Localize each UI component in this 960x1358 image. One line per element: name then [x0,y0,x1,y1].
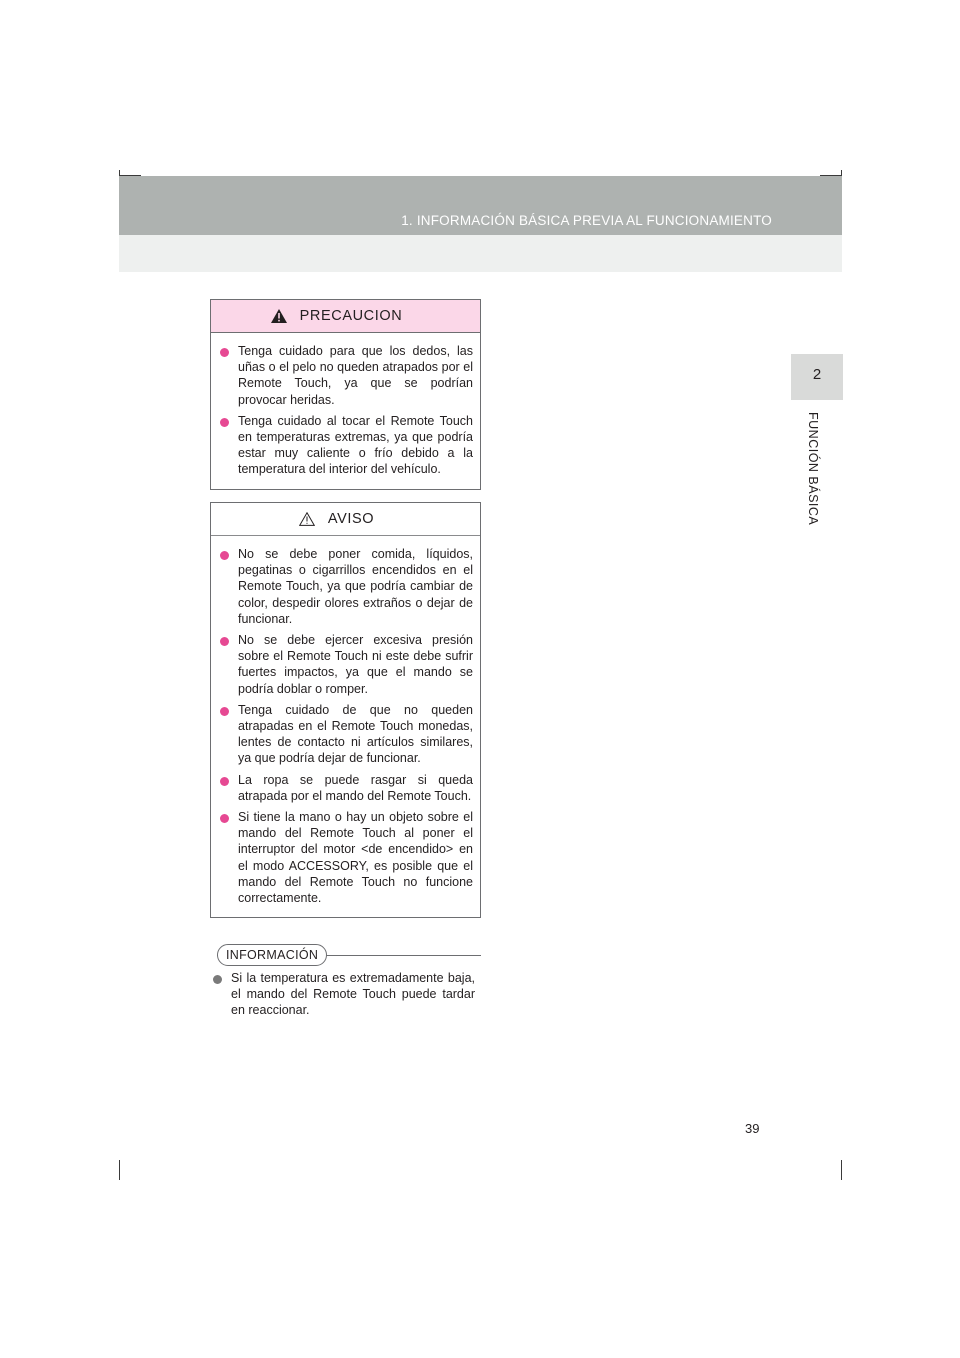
list-item [220,632,473,697]
info-body [213,970,475,1024]
item-text: No se debe poner comida, líquidos, pegatinas o cigarrillos encendidos en el Remote Touch, ya que podría cambiar de color, despedir olores extraños o dejar de funcionar. [238,547,473,626]
item-text: No se debe ejercer excesiva presión sobre el Remote Touch ni este debe sufrir fuertes impactos, ya que el mando se podría doblar o romper. [238,633,473,696]
caution-title: PRECAUCION [299,308,403,324]
item-text: Tenga cuidado al tocar el Remote Touch en temperaturas extremas, ya que podría estar muy caliente o frío debido a la temperatura del interior del vehículo. [238,413,473,477]
bullet-icon [220,809,232,821]
notice-body [211,536,480,917]
bullet-icon [220,343,232,355]
caution-header [211,300,480,333]
list-item [220,343,473,408]
list-item [220,702,473,767]
list-item [220,809,473,906]
notice-box [210,502,481,918]
section-title: 1. INFORMACIÓN BÁSICA PREVIA AL FUNCIONAMIENTO [401,213,772,228]
info-label: INFORMACIÓN [217,944,327,966]
warning-triangle-outline-icon [299,512,315,526]
notice-title: AVISO [327,511,375,527]
notice-header [211,503,480,536]
bullet-icon [220,546,232,558]
header-subband [119,235,842,272]
item-text: Si tiene la mano o hay un objeto sobre el mando del Remote Touch al poner el interruptor del motor <de encendido> en el modo ACCESSORY, es posible que el mando del Remote Touch no funcione correctamente. [238,810,473,906]
list-item [213,970,475,1019]
bullet-icon [213,970,225,982]
caution-body [211,333,480,489]
crop-mark [841,1160,842,1180]
chapter-label: FUNCIÓN BÁSICA [806,412,820,526]
page-number: 39 [745,1121,760,1136]
chapter-tab [791,354,843,400]
section-header [119,176,842,235]
caution-box [210,299,481,490]
list-item [220,546,473,627]
bullet-icon [220,772,232,784]
crop-mark [119,1160,120,1180]
item-text: La ropa se puede rasgar si queda atrapada por el mando del Remote Touch. [238,772,473,803]
list-item [220,413,473,478]
bullet-icon [220,632,232,644]
bullet-icon [220,702,232,714]
chapter-number: 2 [812,366,822,383]
list-item [220,772,473,804]
item-text: Tenga cuidado de que no queden atrapadas en el Remote Touch monedas, lentes de contacto ni artículos similares, ya que podría dejar de funcionar. [238,702,473,766]
item-text: Tenga cuidado para que los dedos, las uñas o el pelo no queden atrapados por el Remote Touch, ya que se podrían provocar heridas. [238,344,473,407]
bullet-icon [220,413,232,425]
warning-triangle-icon [271,309,287,323]
item-text: Si la temperatura es extremadamente baja, el mando del Remote Touch puede tardar en reaccionar. [231,971,475,1018]
